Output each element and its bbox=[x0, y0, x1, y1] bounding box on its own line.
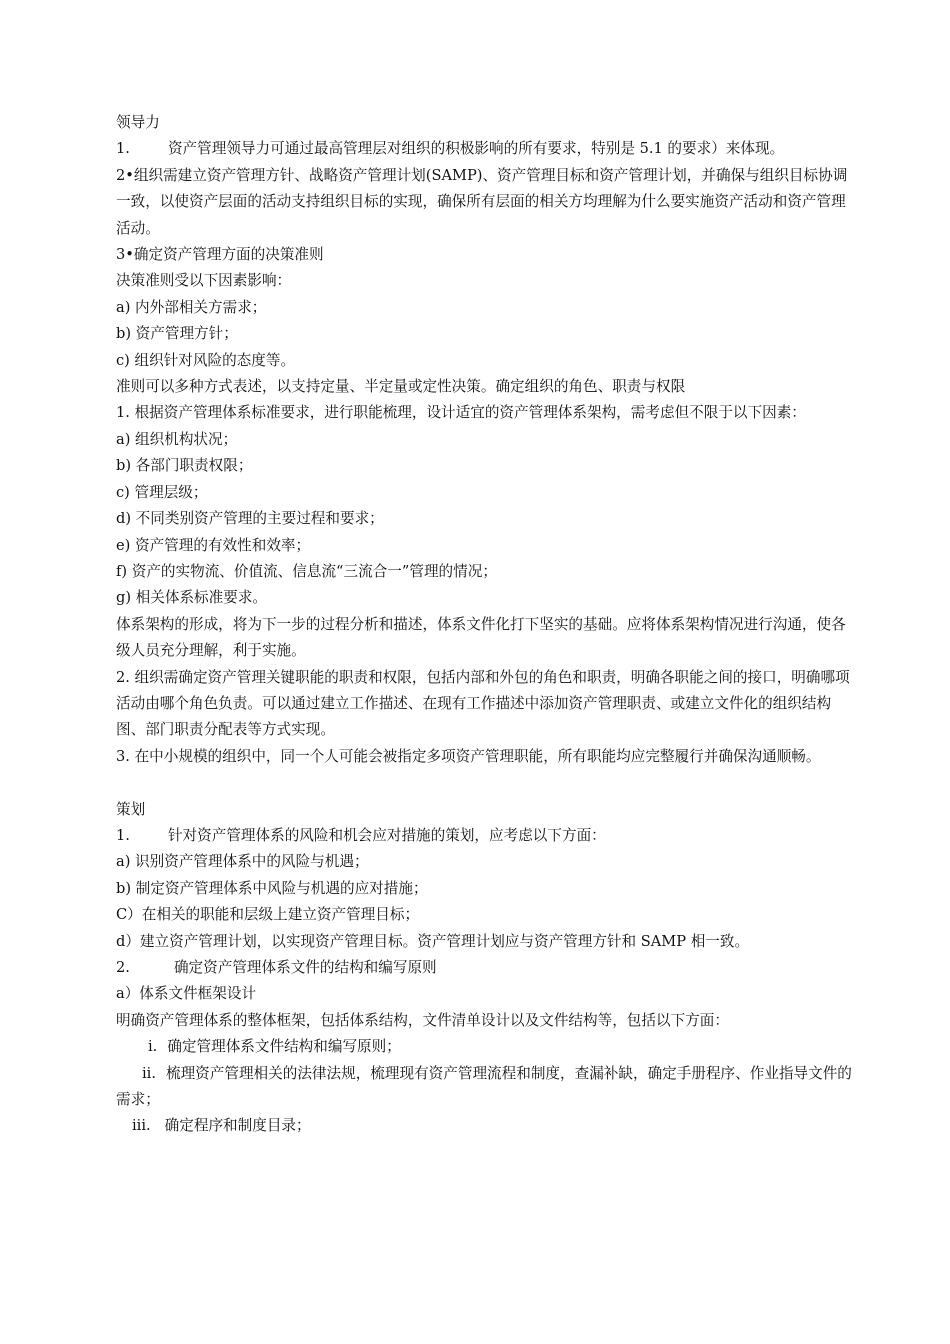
paragraph-text: 资产管理领导力可通过最高管理层对组织的积极影响的所有要求，特别是 5.1 的要求）来体现。 bbox=[167, 140, 785, 158]
list-item: f) 资产的实物流、价值流、信息流“三流合一”管理的情况； bbox=[116, 562, 497, 580]
paragraph bbox=[116, 136, 856, 162]
list-item: b) 制定资产管理体系中风险与机遇的应对措施； bbox=[116, 879, 428, 897]
paragraph: 准则可以多种方式表述，以支持定量、半定量或定性决策。确定组织的角色、职责与权限 bbox=[116, 378, 686, 396]
list-item: a) 组织机构状况； bbox=[116, 430, 238, 448]
paragraph: 2•组织需建立资产管理方针、战略资产管理计划(SAMP)、资产管理目标和资产管理计划，并确保与组织目标协调一致，以使资产层面的活动支持组织目标的实现，确保所有层面的相关方均理解为什么要实施资产活动和资产管理活动。 bbox=[116, 166, 848, 237]
paragraph: 3. 在中小规模的组织中，同一个人可能会被指定多项资产管理职能，所有职能均应完整履行并确保沟通顺畅。 bbox=[116, 747, 821, 765]
roman-list-item bbox=[116, 1113, 856, 1139]
roman-list-item bbox=[116, 1061, 856, 1114]
list-item: e) 资产管理的有效性和效率； bbox=[116, 536, 311, 554]
paragraph-text: 梳理资产管理相关的法律法规，梳理现有资产管理流程和制度，查漏补缺，确定手册程序、作业指导文件的需求； bbox=[116, 1064, 852, 1109]
paragraph-text: 确定资产管理体系文件的结构和编写原则 bbox=[173, 958, 437, 976]
list-number: 1. bbox=[116, 826, 130, 844]
list-number: iii. bbox=[132, 1117, 151, 1135]
paragraph: 2. 组织需确定资产管理关键职能的职责和权限，包括内部和外包的角色和职责，明确各职能之间的接口，明确哪项活动由哪个角色负责。可以通过建立工作描述、在现有工作描述中添加资产管理职责、或建立文件化的组织结构图、部门职责分配表等方式实现。 bbox=[116, 668, 850, 739]
paragraph-text: 确定程序和制度目录； bbox=[164, 1117, 311, 1135]
list-item: b) 资产管理方针； bbox=[116, 325, 238, 343]
list-item: a) 内外部相关方需求； bbox=[116, 298, 267, 316]
paragraph: 体系架构的形成，将为下一步的过程分析和描述，体系文件化打下坚实的基础。应将体系架构情况进行沟通，使各级人员充分理解，利于实施。 bbox=[116, 615, 846, 660]
list-number: i. bbox=[148, 1038, 158, 1056]
list-item: b) 各部门职责权限； bbox=[116, 457, 253, 475]
list-number: 1. bbox=[116, 140, 130, 158]
paragraph: a）体系文件框架设计 bbox=[116, 985, 257, 1003]
list-item: d）建立资产管理计划，以实现资产管理目标。资产管理计划应与资产管理方针和 SAMP 相一致。 bbox=[116, 932, 750, 950]
list-number: ii. bbox=[142, 1064, 156, 1082]
paragraph bbox=[116, 955, 856, 981]
paragraph-text: 确定管理体系文件结构和编写原则； bbox=[167, 1038, 401, 1056]
list-item: a) 识别资产管理体系中的风险与机遇； bbox=[116, 853, 369, 871]
list-item: d) 不同类别资产管理的主要过程和要求； bbox=[116, 510, 384, 528]
paragraph: 1. 根据资产管理体系标准要求，进行职能梳理，设计适宜的资产管理体系架构，需考虑但不限于以下因素： bbox=[116, 404, 806, 422]
paragraph bbox=[116, 823, 856, 849]
paragraph-text: 针对资产管理体系的风险和机会应对措施的策划，应考虑以下方面： bbox=[167, 826, 606, 844]
paragraph: 明确资产管理体系的整体框架，包括体系结构，文件清单设计以及文件结构等，包括以下方面： bbox=[116, 1011, 729, 1029]
list-number: 2. bbox=[116, 958, 130, 976]
list-item: C）在相关的职能和层级上建立资产管理目标； bbox=[116, 906, 420, 924]
blank-line bbox=[116, 770, 856, 796]
section-heading-leadership: 领导力 bbox=[116, 114, 160, 131]
list-item: c) 管理层级； bbox=[116, 483, 208, 501]
document-body bbox=[116, 110, 856, 1140]
roman-list-item bbox=[116, 1034, 856, 1060]
list-item: c) 组织针对风险的态度等。 bbox=[116, 351, 296, 369]
list-item: g) 相关体系标准要求。 bbox=[116, 589, 268, 607]
paragraph: 3•确定资产管理方面的决策准则 bbox=[116, 246, 324, 264]
paragraph: 决策准则受以下因素影响： bbox=[116, 272, 292, 290]
section-heading-planning: 策划 bbox=[116, 800, 146, 818]
